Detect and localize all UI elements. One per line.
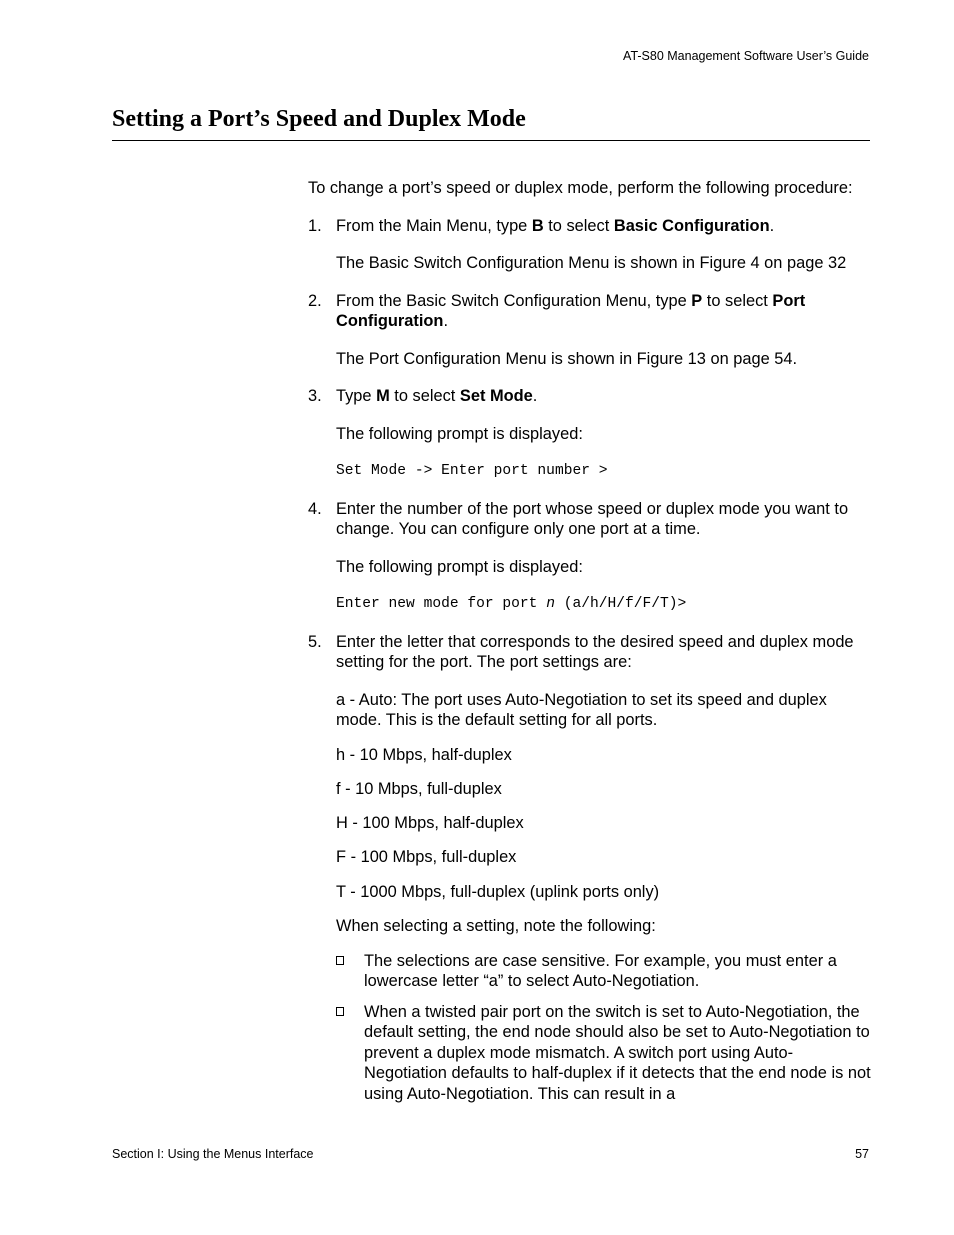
intro-paragraph: To change a port’s speed or duplex mode, perform the following procedure:: [308, 179, 853, 197]
title-rule: [112, 140, 870, 141]
step-note: The following prompt is displayed:: [336, 424, 583, 443]
step-text: Type M to select Set Mode.: [336, 387, 538, 405]
step-text: Enter the letter that corresponds to the desired speed and duplex mode setting for the port. The port settings are:: [336, 632, 854, 671]
menu-key: B: [531, 216, 544, 235]
step-5: [308, 632, 874, 673]
step-4: [308, 499, 874, 540]
step-number: 2.: [308, 291, 322, 310]
step-number: 5.: [308, 632, 322, 651]
notes-intro: When selecting a setting, note the following:: [336, 917, 656, 935]
step-3: [308, 386, 874, 407]
step-number: 3.: [308, 387, 322, 405]
bullet-item: When a twisted pair port on the switch is set to Auto-Negotiation, the default setting, the end node should also be set to Auto-Negotiation to prevent a duplex mode mismatch. A switch port using Auto-Negotiation defaults to half-duplex if it detects that the end node is not using Auto-Negotiation. This can result in a: [308, 1002, 874, 1105]
set-mode-prompt: Set Mode -> Enter port number >: [336, 463, 608, 479]
step-text: From the Main Menu, type B to select Basic Configuration.: [336, 216, 775, 235]
step-text: From the Basic Switch Configuration Menu, type P to select Port Configuration.: [336, 291, 806, 330]
setting-item: T - 1000 Mbps, full-duplex (uplink ports only): [336, 882, 660, 901]
step-note: The Basic Switch Configuration Menu is shown in Figure 4 on page 32: [336, 254, 847, 272]
port-variable: n: [546, 596, 555, 612]
page-number: 57: [855, 1147, 869, 1161]
checkbox-bullet-icon: [336, 956, 344, 965]
step-2: [308, 291, 874, 332]
menu-target: Port Configuration: [336, 291, 806, 330]
bullet-item: The selections are case sensitive. For example, you must enter a lowercase letter “a” to select Auto-Negotiation.: [308, 951, 874, 992]
step-note: The following prompt is displayed:: [336, 557, 583, 576]
running-header: AT-S80 Management Software User’s Guide: [623, 49, 869, 63]
menu-target: Basic Configuration: [613, 216, 770, 235]
checkbox-bullet-icon: [336, 1007, 344, 1016]
new-mode-prompt: Enter new mode for port n (a/h/H/f/F/T)>: [336, 596, 687, 612]
setting-item: h - 10 Mbps, half-duplex: [336, 745, 512, 764]
body-content: [308, 178, 874, 1104]
step-number: 1.: [308, 216, 322, 235]
step-text: Enter the number of the port whose speed or duplex mode you want to change. You can configure only one port at a time.: [336, 499, 849, 538]
setting-item: F - 100 Mbps, full-duplex: [336, 848, 517, 866]
step-number: 4.: [308, 499, 322, 518]
step-note: The Port Configuration Menu is shown in Figure 13 on page 54.: [336, 349, 798, 368]
footer-section: Section I: Using the Menus Interface: [112, 1147, 314, 1161]
menu-key: M: [376, 387, 390, 405]
setting-item: H - 100 Mbps, half-duplex: [336, 813, 524, 832]
menu-target: Set Mode: [459, 387, 533, 405]
setting-item: f - 10 Mbps, full-duplex: [336, 780, 502, 798]
setting-auto: a - Auto: The port uses Auto-Negotiation to set its speed and duplex mode. This is the default setting for all ports.: [336, 690, 827, 729]
section-title: Setting a Port’s Speed and Duplex Mode: [112, 106, 526, 132]
menu-key: P: [691, 291, 703, 310]
step-1: [308, 216, 874, 237]
